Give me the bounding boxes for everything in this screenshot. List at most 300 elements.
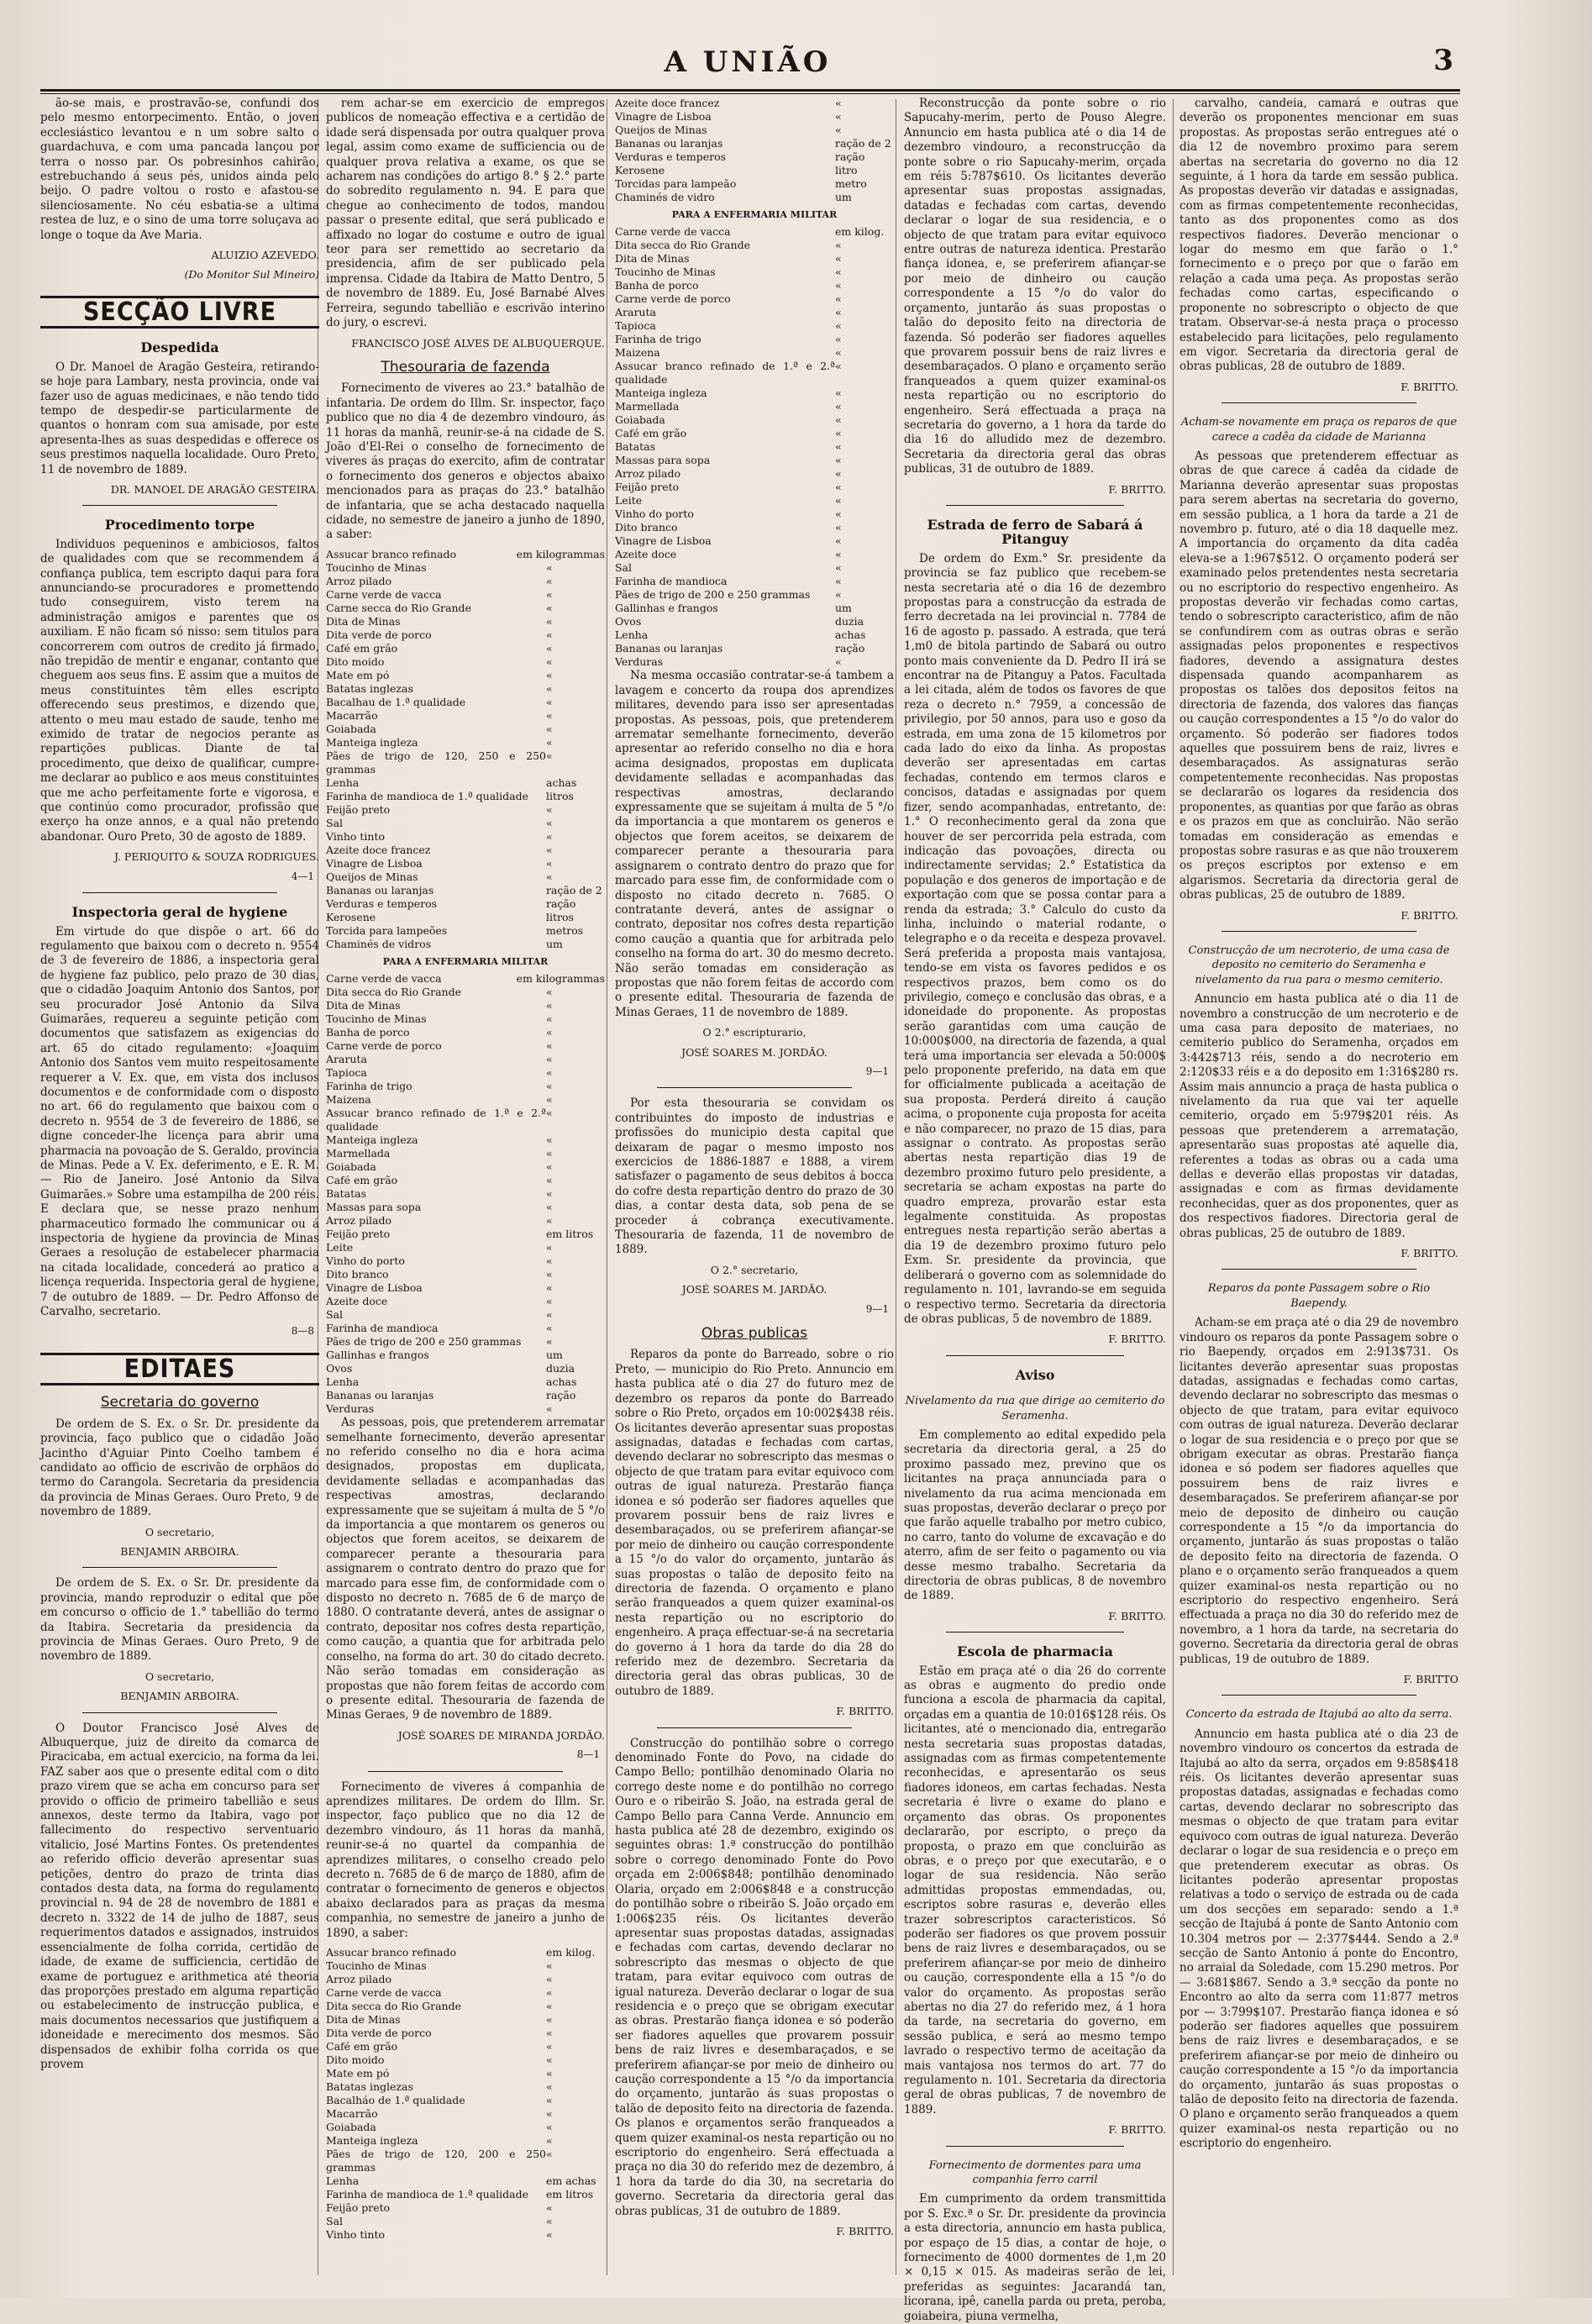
goods-list-item (326, 938, 605, 951)
goods-item-unit: « (546, 2067, 553, 2080)
goods-item-name: Dito moido (326, 2053, 385, 2066)
goods-list-item (326, 736, 605, 749)
article-text: De ordem do Exm.° Sr. presidente da provincia se faz publico que recebem-se nesta secretaria até o dia 16 de dezembro propostas para a construcção da estrada de ferro decretada na lei provincial n. 7784 de 16 de agosto p. passado. A estrada, que terá 1,m0 de bitola partindo de Sabará ou outro ponto mais conveniente da D. Pedro II irá se encontrar na de Pitanguy a Patos. Facultada a lei citada, além de todos os favores de que reza o decreto n.° 7959, a concessão de privilegio, por 50 annos, para uso e goso da estrada, em uma zona de 15 kilometros por cada lado do eixo da linha. As propostas deverão ser apresentadas em cartas fechadas, contendo em termos claros e concisos, datadas e assignadas por quem fizer, sendo acompanhadas, entretanto, de: 1.° O reconhecimento geral da zona que houver de ser percorrida pela estrada, com indicação das povoações, directa ou indirectamente servidas; 2.° Estatistica da população e dos generos de importação e de exportação com que se possa contar para a renda da estrada; 3.° Calculo do custo da linha, incluindo o material rodante, o telegrapho e o da receita e despeza provavel. Será preferida a proposta mais vantajosa, tendo-se em vista os favores pedidos e os respectivos prazos, bem como os do privilegio, começo e conclusão das obras, e a idoneidade do proponente. As propostas serão garantidas com uma caução de 10:000$000, na directoria de fazenda, a qual terá uma importancia ser elevada a 50:000$ pelo proponente preferido, na data em que for officialmente publicada a aceitação de sua proposta. Perderá direito á caução acima, o proponente cuja proposta for aceita e não comparecer, no prazo de 15 dias, para assignar o contrato. As propostas serão abertas nesta repartição dias 19 de dezembro proximo futuro pelo presidente, a secretaria se acham expostas na parte do quadro empreza, provarão estar esta legalmente constituida. As propostas entregues nesta repartição serão abertas a dia 19 de dezembro proximo futuro pelo Exm. Sr. presidente da provincia, que deliberará o governo com as solemnidade do regulamento n. 101, lavrando-se em seguida o respectivo termo. Secretaria da directoria de obras publicas, 5 de novembro de 1889. (904, 551, 1166, 1326)
goods-item-unit: « (835, 306, 842, 319)
goods-item-name: Verduras e temperos (615, 150, 727, 163)
goods-list-item (326, 1133, 605, 1147)
goods-list-item (615, 292, 894, 306)
goods-list-item (326, 696, 605, 709)
goods-list-item (615, 386, 894, 400)
divider (1222, 402, 1416, 403)
goods-list-item (615, 467, 894, 481)
goods-item-name: Dita secca do Rio Grande (615, 239, 750, 252)
divider (82, 1567, 277, 1568)
goods-item-unit: ração (835, 150, 865, 163)
goods-list-item (615, 521, 894, 534)
goods-list-item (326, 803, 605, 817)
goods-list-item (326, 2053, 605, 2067)
goods-list-item (326, 1973, 605, 1986)
goods-item-name: Sal (615, 561, 633, 575)
goods-list-item (326, 2134, 605, 2148)
goods-list-item (615, 534, 894, 548)
goods-list-item (326, 2013, 605, 2027)
goods-list-item (615, 110, 894, 124)
article-signature: O 2.° secretario, (710, 1263, 799, 1276)
goods-item-name: Queijos de Minas (326, 870, 418, 883)
goods-item-name: Dita verde de porco (326, 628, 432, 641)
goods-item-unit: « (546, 1281, 553, 1295)
goods-list-item (615, 279, 894, 292)
goods-item-unit: « (546, 1026, 553, 1039)
column-5 (1180, 97, 1458, 2273)
goods-list-item (615, 507, 894, 521)
goods-item-name: Goiabada (326, 722, 376, 735)
goods-item-name: Feijão preto (326, 802, 391, 816)
goods-list-item (326, 1174, 605, 1187)
goods-item-name: Banha de porco (326, 1026, 410, 1039)
goods-item-unit: « (835, 655, 842, 669)
goods-item-name: Feijão preto (326, 1228, 391, 1241)
goods-item-unit: « (835, 440, 842, 454)
goods-list-item (326, 2148, 605, 2174)
goods-item-unit: em litros (546, 1228, 594, 1241)
goods-list-item (326, 790, 605, 803)
goods-item-name: Chaminés de vidro (615, 191, 715, 203)
goods-item-unit: « (835, 467, 842, 481)
goods-item-name: Lenha (615, 628, 649, 642)
goods-item-unit: « (835, 548, 842, 561)
goods-item-unit: duzia (546, 1362, 575, 1375)
article-signature: O secretario, (144, 1525, 215, 1538)
goods-item-unit: ração (546, 896, 576, 910)
goods-item-name: Dita verde de porco (326, 2027, 432, 2039)
goods-list-item (326, 602, 605, 615)
goods-item-name: Assucar branco refinado de 1.ª e 2.ª qualidade (326, 1107, 546, 1133)
goods-item-name: Araruta (326, 1053, 367, 1066)
goods-item-unit: « (546, 1053, 553, 1066)
article-serial: 8—8 (291, 1325, 314, 1338)
goods-list-item (326, 561, 605, 575)
article-text: Em complemento ao edital expedido pela secretaria da directoria geral, a 25 do proximo passado mez, previno que os licitantes na praça annunciada para o nivelamento da rua acima mencionada em suas propostas, deverão declarar o preço por que farão aquelle trabalho por metro cubico, no carro, tanto do volume de excavação e do aterro, afim de ser feito o pagamento ou via desse mesmo trabalho. Secretaria da directoria de obras publicas, 8 de novembro de 1889. (904, 1428, 1166, 1603)
goods-item-unit: achas (835, 628, 866, 642)
article-source: (Do Monitor Sul Mineiro) (184, 268, 319, 281)
goods-item-name: Mate em pó (326, 2067, 390, 2080)
column-1 (40, 97, 319, 2273)
goods-item-unit: « (835, 494, 842, 507)
goods-item-name: Pães de trigo de 200 e 250 grammas (615, 588, 811, 602)
goods-item-unit: « (546, 1133, 553, 1147)
article-heading: Despedida (140, 339, 219, 356)
goods-item-unit: « (835, 575, 842, 588)
goods-item-name: Verduras (615, 655, 664, 669)
goods-list-item (326, 1402, 605, 1416)
goods-item-name: Gallinhas e frangos (615, 602, 718, 615)
article-text: Na mesma occasião contratar-se-á tambem a lavagem e concerto da roupa dos aprendizes militares, devendo para isso ser apresentadas propostas. As pessoas, pois, que pretenderem arrematar semelhante fornecimento, deverão apresentar ao referido conselho no dia e hora acima designados, propostas em duplicata devidamente selladas e acompanhadas das respectivas amostras, declarando expressamente que se sujeitam á multa de 5 °/o da importancia a que montarem os generos e objectos que forem aceitos, se deixarem de comparecer perante a thesouraria para assignarem o contrato dentro do prazo que for marcado para esse fim, de conformidade com o disposto no citado decreto n. 7685. O contratante deverá, antes de assignar o contrato, depositar nos cofres desta repartição como caução a quantia que for arbitrada pelo conselho na forma do art. 30 do mesmo decreto. Não serão tomadas em consideração as propostas que não forem feitas de accordo com o presente edital. Thesouraria de fazenda de Minas Geraes, 11 de novembro de 1889. (615, 669, 894, 1019)
goods-item-unit: « (546, 2013, 553, 2026)
goods-list-item (615, 150, 894, 164)
goods-item-unit: « (546, 587, 553, 601)
goods-item-name: Vinho tinto (326, 2228, 386, 2241)
article-signature: BENJAMIN ARBOIRA. (120, 1544, 239, 1558)
goods-item-unit: « (546, 1241, 553, 1254)
article-heading: Concerto da estrada de Itajubá ao alto da serra. (1185, 1708, 1453, 1722)
goods-item-name: Sal (326, 816, 344, 829)
article-text: ão-se mais, e prostravão-se, confundi dos pelo mesmo entorpecimento. Então, o joven ecclesiástico levantou e n um sobre salto o guardachuva, e com uma pancada lançou por terra o nosso par. Os pobresinhos cahirão, estrebuchando á seus pés, unidos ainda pelo beijo. O padre voltou o rosto e afastou-se silenciosamente. No céu esbatia-se a ultima restea de luz, e o sino de uma torre soluçava ao longe o toque da Ave Maria. (40, 97, 319, 242)
goods-item-unit: « (835, 124, 842, 136)
goods-item-unit: « (546, 668, 553, 681)
goods-item-unit: « (835, 360, 842, 373)
goods-list-item (326, 897, 605, 911)
goods-item-name: Arroz pilado (326, 574, 392, 587)
goods-item-unit: em litros (546, 2188, 594, 2200)
goods-item-unit: « (835, 521, 842, 534)
goods-list-item (326, 655, 605, 669)
goods-item-unit: « (546, 1187, 553, 1201)
goods-item-name: Sal (326, 1308, 344, 1322)
goods-item-name: Arroz pilado (326, 1214, 392, 1228)
goods-item-unit: « (546, 655, 553, 668)
goods-list-item (615, 239, 894, 252)
goods-list-item (326, 1241, 605, 1254)
goods-item-unit: um (835, 191, 852, 203)
goods-item-name: Farinha de trigo (326, 1080, 412, 1093)
goods-item-name: Vinho tinto (326, 829, 386, 843)
goods-list-item (615, 346, 894, 360)
goods-item-unit: « (546, 2000, 553, 2012)
goods-item-unit: « (546, 2027, 553, 2039)
goods-list-item (615, 124, 894, 137)
goods-list-item (615, 266, 894, 279)
goods-item-unit: em kilogrammas (516, 972, 605, 986)
goods-item-name: Leite (615, 494, 643, 507)
goods-list-item (615, 177, 894, 191)
goods-item-unit: « (546, 1174, 553, 1187)
goods-list-item (326, 884, 605, 897)
article-text: Fornecimento de viveres á companhia de aprendizes militares. De ordem do Illm. Sr. inspector, faço publico que no dia 12 de dezembro vindouro, ás 11 horas da manhã, reunir-se-á no quartel da companhia de aprendizes militares, o conselho creado pelo decreto n. 7685 de 6 de março de 1880, afim de contratar o fornecimento de generos e objectos abaixo declarados para as praças da mesma companhia, no semestre de janeiro a junho de 1890, a saber: (326, 1780, 605, 1940)
goods-item-name: Batatas (615, 440, 656, 454)
goods-item-unit: « (546, 708, 553, 722)
goods-item-name: Dita secca do Rio Grande (326, 2000, 461, 2012)
goods-item-name: Mate em pó (326, 668, 390, 681)
goods-item-name: Dito branco (615, 521, 678, 534)
goods-item-unit: « (546, 641, 553, 655)
goods-item-name: Massas para sopa (326, 1201, 422, 1214)
goods-item-name: Manteiga ingleza (326, 1133, 418, 1147)
article-text: Por esta thesouraria se convidam os contribuintes do imposto de industrias e profissões do municipio desta capital que deixaram de pagar o mesmo imposto nos exercicios de 1886-1887 e 1888, a virem satisfazer o pagamento de seus debitos á bocca do cofre desta repartição dentro do prazo de 30 dias, a contar desta data, sob pena de se proceder á cobrança executivamente. Thesouraria de fazenda, 11 de novembro de 1889. (615, 1096, 894, 1257)
section-title: EDITAES (40, 1353, 319, 1385)
goods-list-item (326, 1093, 605, 1107)
section-title: SECÇÃO LIVRE (40, 296, 319, 329)
article-signature: DR. MANOEL DE ARAGÃO GESTEIRA. (110, 482, 319, 496)
goods-item-name: Queijos de Minas (615, 124, 707, 136)
goods-list-item (326, 817, 605, 830)
goods-list-item (326, 1295, 605, 1308)
goods-item-unit: litro (835, 164, 858, 176)
goods-list-item (326, 588, 605, 602)
goods-item-name: Café em grão (615, 427, 687, 440)
article-signature: F. BRITTO. (1108, 2123, 1166, 2137)
goods-list-item (326, 1066, 605, 1080)
goods-item-unit: « (546, 843, 553, 856)
goods-item-name: Carne verde de vacca (326, 587, 442, 601)
goods-list-item (615, 360, 894, 386)
divider (946, 505, 1124, 506)
article-signature: F. BRITTO. (1400, 908, 1458, 922)
goods-item-name: Araruta (615, 306, 656, 319)
goods-list-item (326, 2107, 605, 2121)
goods-list-item (326, 1335, 605, 1349)
goods-item-name: Vinho do porto (615, 507, 694, 521)
goods-item-unit: « (546, 1107, 553, 1120)
goods-item-unit: « (546, 986, 553, 999)
goods-item-name: Carne verde de porco (615, 292, 731, 306)
article-text: Annuncio em hasta publica até o dia 11 de novembro a construcção de um necroterio e de uma casa para deposito de materiaes, no cemiterio publico do Seramenha, orçados em 3:442$713 réis, sendo a do necroterio em 2:120$33 réis e a do deposito em 1:316$280 rs. Assim mais annuncio a praça de hasta publica o nivelamento da rua que vai ter aquelle cemiterio, orçado em 5:979$201 réis. As pessoas que pretenderem a arrematação, apresentarão suas propostas até aquelle dia, referentes a todas as obras ou a cada uma dellas e deverão ellas propostas vir datadas, assignadas e com as firmas devidamente reconhecidas, quer as dos proponentes, quer as dos respectivos fiadores. Directoria geral de obras publicas, 25 de outubro de 1889. (1180, 992, 1458, 1240)
goods-item-unit: « (546, 722, 553, 735)
goods-item-unit: « (546, 1322, 553, 1335)
article-text: Estão em praça até o dia 26 do corrente as obras e augmento do predio onde funciona a escola de pharmacia da capital, orçadas em a quantia de 10:016$128 réis. Os licitantes, até o mencionado dia, entregarão nesta secretaria suas propostas datadas, assignadas com as firmas competentemente reconhecidas, e apresentarão os seus fiadores idoneos, em cartas fechadas. Nesta secretaria é livre o exame do plano e orçamento das obras. Os proponentes declararão, por escripto, o preço da proposta, o prazo em que concluirão as obras, e o preço por que executarão, e o logar de sua residencia. Não serão admittidas propostas emmendadas, ou, escriptos sobre rasuras e, deverão elles trazer sobrescriptos caracteristicos. Só poderão ser fiadores os que provem possuir bens de raiz livres e desembaraçados, ou se preferirem afiançar-se por meio de dinheiro ou caução, correspondente ella a 15 °/o do valor do orçamento. As propostas serão abertas no dia 27 do referido mez, á 1 hora da tarde, na secretaria do governo, em sessão publica, e será ao mesmo tempo lavrado o respectivo termo de aceitação da mais vantajosa nos termos do art. 77 do regulamento n. 101. Secretaria da directoria geral de obras publicas, 7 de novembro de 1889. (904, 1664, 1166, 2116)
goods-list-item (615, 642, 894, 655)
goods-list-item (615, 333, 894, 346)
goods-list-item (326, 1160, 605, 1174)
goods-list-item (326, 986, 605, 999)
goods-list-item (326, 2215, 605, 2228)
goods-item-name: Torcida para lampeões (326, 923, 448, 937)
goods-item-unit: litros (546, 789, 574, 802)
goods-item-unit: « (546, 999, 553, 1012)
goods-item-name: Café em grão (326, 2040, 398, 2053)
goods-item-unit: « (546, 1254, 553, 1268)
goods-list-item (615, 575, 894, 588)
article-text: Fornecimento de viveres ao 23.° batalhão de infantaria. De ordem do Illm. Sr. inspector, faço publico que no dia 4 de dezembro vindouro, ás 11 horas da manhã, reunir-se-á na cidade de S. João d'El-Rei o conselho de fornecimento de viveres ás praças do exercito, afim de contratar o fornecimento dos generos e objectos abaixo mencionados para as praças do 23.° batalhão de infantaria, que se acha destacado naquella cidade, no semestre de janeiro a junho de 1890, a saber: (326, 381, 605, 542)
goods-item-name: Assucar branco refinado de 1.ª e 2.ª qualidade (615, 360, 835, 386)
goods-item-unit: ração (546, 1389, 576, 1402)
goods-item-unit: « (546, 2215, 553, 2227)
goods-item-name: Carne verde de porco (326, 1039, 442, 1053)
article-heading: Thesouraria de fazenda (381, 358, 550, 376)
goods-item-name: Dita de Minas (326, 614, 401, 628)
article-signature: F. BRITTO. (1108, 1609, 1166, 1622)
article-text: Em cumprimento da ordem transmittida por S. Exc.ª o Sr. Dr. presidente da provincia a esta directoria, annuncio em hasta publica, por espaço de 15 dias, a contar de hoje, o fornecimento de 4000 dormentes de 1,m 20 × 0,15 × 015. As madeiras serão de lei, preferidas as seguintes: Jacarandá tan, licorana, ipê, canella parda ou preta, peroba, goiabeira, piuna vermelha, (904, 2192, 1166, 2323)
goods-item-name: Feijão preto (615, 481, 680, 494)
goods-list-item (615, 615, 894, 628)
goods-item-unit: « (546, 2107, 553, 2120)
goods-item-name: Goiabada (615, 413, 665, 427)
goods-list-item (326, 1375, 605, 1389)
goods-list-item (326, 1322, 605, 1335)
goods-item-unit: « (546, 1973, 553, 1985)
goods-item-unit: « (835, 266, 842, 279)
goods-item-name: Kerosene (326, 910, 376, 923)
goods-item-unit: « (546, 2134, 553, 2147)
goods-list-item (615, 306, 894, 319)
divider (82, 892, 277, 893)
goods-item-name: Tapioca (326, 1066, 367, 1080)
goods-list-item (326, 1147, 605, 1160)
goods-item-unit: « (546, 816, 553, 829)
goods-list-item (326, 575, 605, 588)
divider (657, 1727, 852, 1728)
goods-item-unit: « (546, 1268, 553, 1281)
goods-item-unit: « (546, 2040, 553, 2053)
article-text: Individuos pequeninos e ambiciosos, faltos de qualidades com que se recommendem á confiança publica, tem escripto daqui para fora annunciando-se procuradores e promettendo tudo conseguirem, visto terem na administração amigos e parentes que os auxiliam. E não ficam só nisso: sem titulos para concorrerem com outros de credito já firmado, não trepidão de mentir e enganar, contanto que cheguem aos seus fins. E assim que a muitos de meus constituintes têm elles escripto offerecendo seus prestimos, e dizendo que, attento o meu mau estado de saude, tenho me eximido de tratar de negocios perante as repartições publicas. Diante de tal procedimento, que deixo de qualificar, cumpre-me declarar ao publico e aos meus constituintes que me acho perfeitamente forte e vigorosa, e que continúo como procurador, profissão que exerço ha onze annos, e a qual não pretendo abandonar. Ouro Preto, 30 de agosto de 1889. (40, 537, 319, 844)
article-heading: Escola de pharmacia (957, 1643, 1113, 1660)
goods-list-item (615, 494, 894, 507)
goods-item-name: Lenha (326, 1375, 360, 1389)
goods-list-item (326, 857, 605, 870)
goods-list-item (326, 1986, 605, 2000)
divider (1222, 1695, 1416, 1696)
goods-item-name: Batatas inglezas (326, 681, 413, 695)
column-2 (326, 97, 605, 2273)
page-number: 3 (1433, 44, 1453, 77)
article-signature: F. BRITTO. (1400, 380, 1458, 393)
goods-list-item (326, 999, 605, 1012)
divider (368, 1771, 563, 1772)
goods-item-unit: « (835, 292, 842, 306)
column-4 (904, 97, 1166, 2323)
goods-item-name: Ovos (615, 615, 642, 628)
goods-item-unit: « (835, 386, 842, 400)
goods-list-item (326, 2027, 605, 2040)
article-text: Reconstrucção da ponte sobre o rio Sapucahy-merim, perto de Pouso Alegre. Annuncio em hasta publica até o dia 14 de dezembro vindouro, a reconstrucção da ponte sobre o rio Sapucahy-merim, orçada em réis 5:787$610. Os licitantes deverão apresentar suas propostas assignadas, datadas e fechadas com cartas, devendo declarar o logar de sua residencia, e o objecto de que tratam para evitar equivoco entre outras de natureza identica. Prestarão fiança idonea, e, se preferirem afiançar-se por meio de dinheiro ou caução correspondente a 15 °/o do valor do orçamento, juntarão ás suas propostas o talão do deposito feito na directoria de fazenda. Só poderão ser fiadores aquelles que provarem possuir bens de raiz livres e desembaraçados. O plano e orçamento serão franqueados a quem quizer examinal-os nesta repartição ou no escriptorio do engenheiro. Será effectuada a praça na secretaria do governo, a 1 hora da tarde do dia 16 do alludido mez de dezembro. Secretaria da directoria geral das obras publicas, 31 de outubro de 1889. (904, 97, 1166, 476)
goods-item-name: Farinha de mandioca de 1.ª qualidade (326, 2188, 529, 2200)
goods-item-unit: « (546, 1080, 553, 1093)
goods-list-item (326, 911, 605, 924)
goods-list-item (326, 682, 605, 696)
goods-item-unit: « (835, 279, 842, 292)
goods-item-name: Chaminés de vidros (326, 937, 432, 950)
column-divider (1173, 99, 1174, 2275)
goods-list-item (326, 1214, 605, 1228)
goods-list-item (326, 924, 605, 938)
goods-list-item (326, 2094, 605, 2107)
goods-item-name: Pães de trigo de 120, 200 e 250 grammas (326, 2148, 546, 2174)
goods-item-unit: metros (546, 923, 584, 937)
goods-item-name: Bananas ou laranjas (615, 137, 723, 150)
goods-item-name: Pães de trigo de 120, 250 e 250 grammas (326, 749, 546, 776)
goods-item-name: Azeite doce (326, 1295, 388, 1308)
goods-item-name: Torcidas para lampeão (615, 177, 737, 190)
goods-list-item (326, 2121, 605, 2134)
article-heading: Inspectoria geral de hygiene (71, 904, 288, 921)
article-signature: J. PERIQUITO & SOUZA RODRIGUES. (113, 850, 319, 864)
goods-list (326, 548, 605, 951)
goods-list-item (615, 97, 894, 110)
goods-list-item (615, 655, 894, 669)
article-signature: F. BRITTO (1403, 1673, 1458, 1686)
article-text: O Doutor Francisco José Alves de Albuquerque, juiz de direito da comarca de Piracicaba, em actual exercicio, na forma da lei. FAZ saber aos que o presente edital com o dito prazo virem que se acha em concurso para ser provido o officio de primeiro tabellião e seus annexos, deste termo da Itabira, vago por fallecimento do respectivo serventuario vitalicio, José Martins Fontes. Os pretendentes ao referido officio deverão apresentar suas petições, dentro do prazo de trinta dias contados desta data, na forma do regulamento provincial n. 94 de 28 de novembro de 1881 e decreto n. 3322 de 14 de julho de 1887, seus requerimentos datados e assignados, instruidos essencialmente de folha corrida, certidão de idade, de exame de sufficiencia, certidão de exame de portuguez e arithmetica até theoria das proporções prestado em alguma repartição ou estabelecimento de instrucção publica, e mais documentos necessarios que justifiquem a idoneidade e merecimento dos mesmos. São dispensados de exhibir folha corrida os que provem (40, 1721, 319, 2071)
goods-item-name: Kerosene (615, 164, 665, 176)
goods-list-item (326, 1268, 605, 1281)
goods-item-unit: « (546, 1201, 553, 1214)
article-signature: JOSÉ SOARES DE MIRANDA JORDÃO. (397, 1728, 605, 1742)
goods-item-unit: duzia (835, 615, 864, 628)
article-serial: 9—1 (865, 1065, 889, 1077)
goods-item-unit: metro (835, 177, 867, 190)
article-heading: Estrada de ferro de Sabará á Pitanguy (927, 516, 1143, 548)
goods-item-unit: « (546, 601, 553, 614)
goods-item-name: Macarrão (326, 2107, 378, 2120)
goods-item-name: Maizena (615, 346, 660, 360)
goods-item-unit: ração (835, 642, 865, 655)
goods-item-name: Dita de Minas (326, 999, 401, 1012)
goods-item-unit: em kilog. (835, 225, 885, 239)
goods-item-unit: « (546, 802, 553, 816)
article-heading: Fornecimento de dormentes para uma companhia ferro carril (928, 2158, 1142, 2187)
goods-list-item (326, 1201, 605, 1214)
divider (946, 2146, 1124, 2147)
goods-list-item (326, 1959, 605, 1973)
goods-item-name: Vinagre de Lisboa (326, 856, 423, 870)
goods-list-item (326, 1254, 605, 1268)
goods-list-item (615, 602, 894, 615)
goods-list-item (326, 628, 605, 642)
goods-list-item (326, 1349, 605, 1362)
goods-list-item (326, 1012, 605, 1026)
goods-list-item (615, 481, 894, 494)
goods-item-name: Café em grão (326, 641, 398, 655)
goods-item-unit: um (546, 1349, 563, 1362)
article-heading: Construcção de um necroterio, de uma casa de deposito no cemiterio do Seramenha e nivelamento da rua para o mesmo cemiterio. (1188, 944, 1450, 986)
goods-item-unit: « (835, 346, 842, 360)
goods-item-unit: « (835, 481, 842, 494)
divider (946, 1355, 1124, 1356)
goods-item-unit: « (835, 333, 842, 346)
list-subheading: PARA A ENFERMARIA MILITAR (382, 955, 549, 967)
goods-list-item (326, 2040, 605, 2053)
article-text: Annuncio em hasta publica até o dia 23 de novembro vindouro os concertos da estrada de Itajubá ao alto da serra, orçados em 9:858$418 réis. Os licitantes deverão apresentar suas propostas datadas, assignadas e fechadas como cartas, devendo declarar no sobrescripto das mesmas o objecto de que tratam para evitar equivoco com outras de igual natureza. Deverão declarar o logar de sua residencia e o preço em que pretenderem executar as obras. Os licitantes poderão apresentar propostas relativas a todo o serviço de estrada ou de cada um dos secções em separado: sendo a 1.ª secção de Itajubá á ponte de Santo Antonio com 10.304 metros por — 2:377$444. Sendo a 2.ª secção de Santo Antonio á ponte do Encontro, no arraial da Soledade, com 15.290 metros. Por — 3:681$867. Sendo a 3.ª secção da ponte no Encontro ao alto da serra com 11:877 metros por — 3:799$107. Prestarão fiança idonea e só poderão ser fiadores aquelles que possuirem bens de raiz livres e desembaraçados, e se preferirem afiançar-se por meio de dinheiro ou caução correspondente a 15 °/o da importancia do orçamento, juntarão ás suas propostas o talão de deposito feito na directoria de fazenda. O plano e orçamento serão franqueados a quem quizer examinal-os nesta repartição ou no escriptorio do engenheiro. (1180, 1727, 1458, 2151)
goods-list-item (326, 615, 605, 628)
goods-item-unit: « (546, 1986, 553, 1999)
article-text: De ordem de S. Ex. o Sr. Dr. presidente da provincia, faço publico que o cidadão João Jacintho d'Aguiar Pinto Coelho tambem é candidato ao officio de escrivão de orphãos do termo do Carangola. Secretaria da presidencia da provincia de Minas Geraes. Ouro Preto, 9 de novembro de 1889. (40, 1417, 319, 1519)
goods-list-item (326, 1080, 605, 1093)
column-3 (615, 97, 894, 2273)
goods-item-name: Verduras (326, 1402, 375, 1416)
goods-item-unit: « (835, 413, 842, 427)
article-serial: 8—1 (576, 1748, 600, 1761)
goods-item-name: Azeite doce francez (326, 843, 431, 856)
goods-item-name: Arroz pilado (615, 467, 681, 481)
goods-item-name: Lenha (326, 2174, 360, 2187)
goods-item-name: Farinha de mandioca (326, 1322, 439, 1335)
goods-list-item (326, 2201, 605, 2215)
goods-item-name: Carne secca do Rio Grande (326, 601, 471, 614)
article-author: ALUIZIO AZEVEDO. (211, 249, 319, 262)
goods-item-unit: um (546, 937, 563, 950)
goods-item-name: Goiabada (326, 2121, 376, 2133)
divider (1222, 1269, 1416, 1270)
goods-item-unit: « (546, 1214, 553, 1228)
goods-item-unit: « (546, 735, 553, 749)
goods-list-item (615, 548, 894, 561)
goods-item-unit: em achas (546, 2174, 596, 2187)
goods-item-name: Marmellada (615, 400, 680, 413)
goods-item-name: Carne verde de vacca (326, 1986, 442, 1999)
goods-list-item (326, 1946, 605, 1959)
goods-item-unit: « (546, 829, 553, 843)
goods-item-name: Leite (326, 1241, 354, 1254)
goods-list-item (615, 427, 894, 440)
goods-item-unit: « (546, 1402, 553, 1416)
goods-item-name: Batatas inglezas (326, 2080, 413, 2093)
goods-item-name: Goiabada (326, 1160, 376, 1174)
goods-item-name: Lenha (326, 776, 360, 789)
goods-item-name: Carne verde de vacca (615, 225, 731, 239)
goods-item-name: Arroz pilado (326, 1973, 392, 1985)
goods-item-unit: « (546, 1093, 553, 1107)
article-heading: Acham-se novamente em praça os reparos de que carece a cadêa da cidade de Marianna (1180, 416, 1458, 444)
goods-list-item (615, 440, 894, 454)
